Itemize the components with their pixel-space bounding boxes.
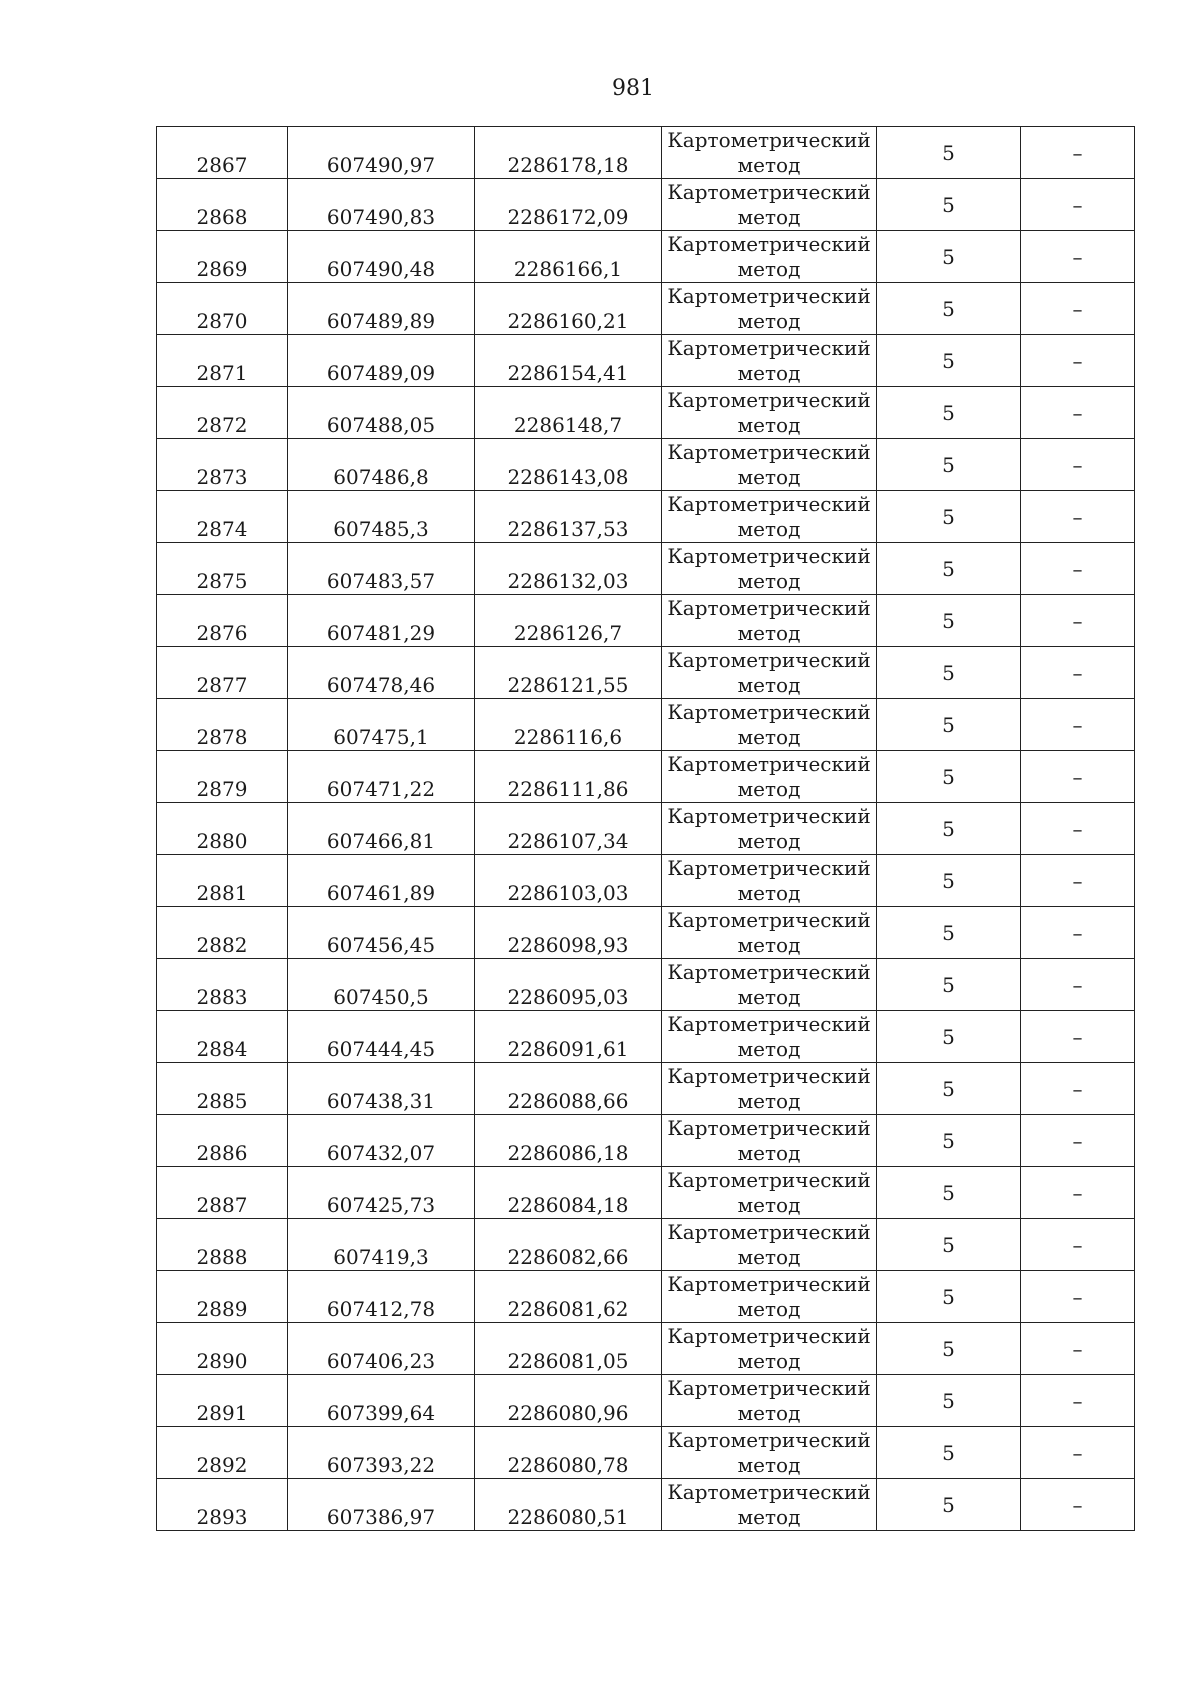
- x-coordinate-cell: 607399,64: [288, 1375, 475, 1427]
- method-line-2: метод: [737, 568, 801, 593]
- accuracy-cell: 5: [877, 699, 1021, 751]
- accuracy-cell: 5: [877, 855, 1021, 907]
- method-line-2: метод: [737, 1140, 801, 1165]
- method-line-2: метод: [737, 828, 801, 853]
- x-coordinate-cell: 607486,8: [288, 439, 475, 491]
- method-line-2: метод: [737, 1452, 801, 1477]
- method-cell: [662, 1479, 877, 1531]
- method-cell: [662, 1011, 877, 1063]
- table-row: [157, 959, 1135, 1011]
- y-coordinate-cell: 2286148,7: [475, 387, 662, 439]
- method-line-2: метод: [737, 1400, 801, 1425]
- x-coordinate-cell: 607406,23: [288, 1323, 475, 1375]
- method-line-2: метод: [737, 1296, 801, 1321]
- x-coordinate-cell: 607489,09: [288, 335, 475, 387]
- table-row: [157, 543, 1135, 595]
- method-line-2: метод: [737, 620, 801, 645]
- method-line-2: метод: [737, 672, 801, 697]
- x-coordinate-cell: 607475,1: [288, 699, 475, 751]
- note-cell: –: [1021, 491, 1135, 543]
- point-number-cell: 2873: [157, 439, 288, 491]
- y-coordinate-cell: 2286091,61: [475, 1011, 662, 1063]
- method-cell: [662, 387, 877, 439]
- page-number: 981: [612, 76, 654, 101]
- point-number-cell: 2888: [157, 1219, 288, 1271]
- method-line-1: Картометрический: [667, 387, 871, 412]
- point-number-cell: 2893: [157, 1479, 288, 1531]
- method-line-1: Картометрический: [667, 1167, 871, 1192]
- method-cell: [662, 1323, 877, 1375]
- accuracy-cell: 5: [877, 1375, 1021, 1427]
- method-line-1: Картометрический: [667, 959, 871, 984]
- table-row: [157, 335, 1135, 387]
- method-line-1: Картометрический: [667, 179, 871, 204]
- method-cell: [662, 595, 877, 647]
- accuracy-cell: 5: [877, 543, 1021, 595]
- note-cell: –: [1021, 1375, 1135, 1427]
- note-cell: –: [1021, 751, 1135, 803]
- x-coordinate-cell: 607461,89: [288, 855, 475, 907]
- note-cell: –: [1021, 1011, 1135, 1063]
- note-cell: –: [1021, 855, 1135, 907]
- note-cell: –: [1021, 1427, 1135, 1479]
- accuracy-cell: 5: [877, 959, 1021, 1011]
- x-coordinate-cell: 607490,48: [288, 231, 475, 283]
- y-coordinate-cell: 2286080,51: [475, 1479, 662, 1531]
- accuracy-cell: 5: [877, 335, 1021, 387]
- method-line-1: Картометрический: [667, 647, 871, 672]
- method-line-2: метод: [737, 516, 801, 541]
- method-line-2: метод: [737, 1036, 801, 1061]
- method-line-2: метод: [737, 724, 801, 749]
- method-line-1: Картометрический: [667, 855, 871, 880]
- y-coordinate-cell: 2286132,03: [475, 543, 662, 595]
- accuracy-cell: 5: [877, 439, 1021, 491]
- table-row: [157, 803, 1135, 855]
- table-row: [157, 1375, 1135, 1427]
- point-number-cell: 2876: [157, 595, 288, 647]
- method-cell: [662, 179, 877, 231]
- method-line-2: метод: [737, 412, 801, 437]
- point-number-cell: 2875: [157, 543, 288, 595]
- note-cell: –: [1021, 1115, 1135, 1167]
- table-row: [157, 751, 1135, 803]
- note-cell: –: [1021, 543, 1135, 595]
- x-coordinate-cell: 607425,73: [288, 1167, 475, 1219]
- method-cell: [662, 543, 877, 595]
- method-line-1: Картометрический: [667, 751, 871, 776]
- method-line-2: метод: [737, 1088, 801, 1113]
- y-coordinate-cell: 2286143,08: [475, 439, 662, 491]
- y-coordinate-cell: 2286126,7: [475, 595, 662, 647]
- accuracy-cell: 5: [877, 1479, 1021, 1531]
- y-coordinate-cell: 2286116,6: [475, 699, 662, 751]
- table-row: [157, 1167, 1135, 1219]
- accuracy-cell: 5: [877, 1011, 1021, 1063]
- y-coordinate-cell: 2286178,18: [475, 127, 662, 179]
- method-line-2: метод: [737, 984, 801, 1009]
- x-coordinate-cell: 607419,3: [288, 1219, 475, 1271]
- point-number-cell: 2874: [157, 491, 288, 543]
- x-coordinate-cell: 607478,46: [288, 647, 475, 699]
- table-row: [157, 1271, 1135, 1323]
- method-line-1: Картометрический: [667, 127, 871, 152]
- note-cell: –: [1021, 1219, 1135, 1271]
- point-number-cell: 2869: [157, 231, 288, 283]
- point-number-cell: 2867: [157, 127, 288, 179]
- method-line-2: метод: [737, 256, 801, 281]
- method-cell: [662, 1063, 877, 1115]
- note-cell: –: [1021, 647, 1135, 699]
- method-line-2: метод: [737, 308, 801, 333]
- x-coordinate-cell: 607466,81: [288, 803, 475, 855]
- table-row: [157, 1479, 1135, 1531]
- table-row: [157, 907, 1135, 959]
- accuracy-cell: 5: [877, 283, 1021, 335]
- table-row: [157, 127, 1135, 179]
- method-line-1: Картометрический: [667, 1063, 871, 1088]
- accuracy-cell: 5: [877, 803, 1021, 855]
- method-cell: [662, 855, 877, 907]
- method-cell: [662, 491, 877, 543]
- table-row: [157, 1219, 1135, 1271]
- accuracy-cell: 5: [877, 1219, 1021, 1271]
- accuracy-cell: 5: [877, 595, 1021, 647]
- table-row: [157, 1063, 1135, 1115]
- y-coordinate-cell: 2286103,03: [475, 855, 662, 907]
- point-number-cell: 2878: [157, 699, 288, 751]
- note-cell: –: [1021, 1271, 1135, 1323]
- note-cell: –: [1021, 179, 1135, 231]
- point-number-cell: 2881: [157, 855, 288, 907]
- method-line-2: метод: [737, 152, 801, 177]
- method-cell: [662, 1427, 877, 1479]
- point-number-cell: 2892: [157, 1427, 288, 1479]
- method-line-1: Картометрический: [667, 1479, 871, 1504]
- method-line-1: Картометрический: [667, 699, 871, 724]
- method-line-1: Картометрический: [667, 907, 871, 932]
- x-coordinate-cell: 607483,57: [288, 543, 475, 595]
- table-row: [157, 231, 1135, 283]
- accuracy-cell: 5: [877, 1271, 1021, 1323]
- method-line-1: Картометрический: [667, 439, 871, 464]
- coordinates-table-body: [157, 127, 1135, 1531]
- accuracy-cell: 5: [877, 1323, 1021, 1375]
- point-number-cell: 2886: [157, 1115, 288, 1167]
- y-coordinate-cell: 2286121,55: [475, 647, 662, 699]
- method-cell: [662, 439, 877, 491]
- point-number-cell: 2890: [157, 1323, 288, 1375]
- method-cell: [662, 283, 877, 335]
- accuracy-cell: 5: [877, 387, 1021, 439]
- method-cell: [662, 647, 877, 699]
- point-number-cell: 2889: [157, 1271, 288, 1323]
- method-line-1: Картометрический: [667, 1323, 871, 1348]
- note-cell: –: [1021, 699, 1135, 751]
- table-row: [157, 179, 1135, 231]
- note-cell: –: [1021, 959, 1135, 1011]
- y-coordinate-cell: 2286080,96: [475, 1375, 662, 1427]
- x-coordinate-cell: 607481,29: [288, 595, 475, 647]
- x-coordinate-cell: 607432,07: [288, 1115, 475, 1167]
- note-cell: –: [1021, 283, 1135, 335]
- point-number-cell: 2870: [157, 283, 288, 335]
- x-coordinate-cell: 607488,05: [288, 387, 475, 439]
- method-cell: [662, 127, 877, 179]
- table-row: [157, 491, 1135, 543]
- y-coordinate-cell: 2286098,93: [475, 907, 662, 959]
- note-cell: –: [1021, 127, 1135, 179]
- accuracy-cell: 5: [877, 491, 1021, 543]
- point-number-cell: 2880: [157, 803, 288, 855]
- method-line-1: Картометрический: [667, 1271, 871, 1296]
- x-coordinate-cell: 607490,83: [288, 179, 475, 231]
- note-cell: –: [1021, 439, 1135, 491]
- x-coordinate-cell: 607485,3: [288, 491, 475, 543]
- method-cell: [662, 699, 877, 751]
- table-row: [157, 1115, 1135, 1167]
- method-line-2: метод: [737, 1192, 801, 1217]
- method-line-2: метод: [737, 360, 801, 385]
- point-number-cell: 2882: [157, 907, 288, 959]
- point-number-cell: 2885: [157, 1063, 288, 1115]
- method-cell: [662, 1115, 877, 1167]
- note-cell: –: [1021, 803, 1135, 855]
- y-coordinate-cell: 2286081,05: [475, 1323, 662, 1375]
- x-coordinate-cell: 607412,78: [288, 1271, 475, 1323]
- method-line-1: Картометрический: [667, 1115, 871, 1140]
- table-row: [157, 1323, 1135, 1375]
- table-row: [157, 1011, 1135, 1063]
- accuracy-cell: 5: [877, 231, 1021, 283]
- method-cell: [662, 335, 877, 387]
- accuracy-cell: 5: [877, 907, 1021, 959]
- y-coordinate-cell: 2286082,66: [475, 1219, 662, 1271]
- accuracy-cell: 5: [877, 1167, 1021, 1219]
- method-line-2: метод: [737, 776, 801, 801]
- table-row: [157, 647, 1135, 699]
- method-cell: [662, 231, 877, 283]
- point-number-cell: 2887: [157, 1167, 288, 1219]
- method-line-2: метод: [737, 880, 801, 905]
- y-coordinate-cell: 2286111,86: [475, 751, 662, 803]
- y-coordinate-cell: 2286084,18: [475, 1167, 662, 1219]
- y-coordinate-cell: 2286080,78: [475, 1427, 662, 1479]
- note-cell: –: [1021, 231, 1135, 283]
- note-cell: –: [1021, 387, 1135, 439]
- x-coordinate-cell: 607450,5: [288, 959, 475, 1011]
- method-line-2: метод: [737, 1348, 801, 1373]
- table-row: [157, 595, 1135, 647]
- point-number-cell: 2871: [157, 335, 288, 387]
- x-coordinate-cell: 607386,97: [288, 1479, 475, 1531]
- accuracy-cell: 5: [877, 1063, 1021, 1115]
- x-coordinate-cell: 607489,89: [288, 283, 475, 335]
- table-row: [157, 283, 1135, 335]
- note-cell: –: [1021, 1063, 1135, 1115]
- point-number-cell: 2872: [157, 387, 288, 439]
- method-cell: [662, 1271, 877, 1323]
- accuracy-cell: 5: [877, 647, 1021, 699]
- x-coordinate-cell: 607444,45: [288, 1011, 475, 1063]
- table-row: [157, 387, 1135, 439]
- y-coordinate-cell: 2286166,1: [475, 231, 662, 283]
- point-number-cell: 2883: [157, 959, 288, 1011]
- method-line-2: метод: [737, 204, 801, 229]
- x-coordinate-cell: 607438,31: [288, 1063, 475, 1115]
- x-coordinate-cell: 607471,22: [288, 751, 475, 803]
- y-coordinate-cell: 2286088,66: [475, 1063, 662, 1115]
- table-row: [157, 439, 1135, 491]
- y-coordinate-cell: 2286154,41: [475, 335, 662, 387]
- accuracy-cell: 5: [877, 1115, 1021, 1167]
- point-number-cell: 2884: [157, 1011, 288, 1063]
- note-cell: –: [1021, 595, 1135, 647]
- method-line-1: Картометрический: [667, 491, 871, 516]
- method-line-1: Картометрический: [667, 543, 871, 568]
- accuracy-cell: 5: [877, 1427, 1021, 1479]
- method-line-1: Картометрический: [667, 283, 871, 308]
- method-line-1: Картометрический: [667, 595, 871, 620]
- x-coordinate-cell: 607393,22: [288, 1427, 475, 1479]
- method-line-1: Картометрический: [667, 1427, 871, 1452]
- note-cell: –: [1021, 1167, 1135, 1219]
- method-cell: [662, 1219, 877, 1271]
- accuracy-cell: 5: [877, 751, 1021, 803]
- point-number-cell: 2877: [157, 647, 288, 699]
- y-coordinate-cell: 2286095,03: [475, 959, 662, 1011]
- method-line-1: Картометрический: [667, 803, 871, 828]
- method-cell: [662, 959, 877, 1011]
- x-coordinate-cell: 607456,45: [288, 907, 475, 959]
- note-cell: –: [1021, 1323, 1135, 1375]
- y-coordinate-cell: 2286107,34: [475, 803, 662, 855]
- table-row: [157, 1427, 1135, 1479]
- y-coordinate-cell: 2286086,18: [475, 1115, 662, 1167]
- method-line-1: Картометрический: [667, 335, 871, 360]
- note-cell: –: [1021, 1479, 1135, 1531]
- method-line-1: Картометрический: [667, 1011, 871, 1036]
- method-line-1: Картометрический: [667, 1375, 871, 1400]
- y-coordinate-cell: 2286172,09: [475, 179, 662, 231]
- y-coordinate-cell: 2286160,21: [475, 283, 662, 335]
- coordinates-table: [156, 126, 1135, 1531]
- accuracy-cell: 5: [877, 127, 1021, 179]
- x-coordinate-cell: 607490,97: [288, 127, 475, 179]
- accuracy-cell: 5: [877, 179, 1021, 231]
- point-number-cell: 2868: [157, 179, 288, 231]
- y-coordinate-cell: 2286137,53: [475, 491, 662, 543]
- table-row: [157, 855, 1135, 907]
- point-number-cell: 2891: [157, 1375, 288, 1427]
- y-coordinate-cell: 2286081,62: [475, 1271, 662, 1323]
- method-line-2: метод: [737, 1244, 801, 1269]
- method-cell: [662, 1167, 877, 1219]
- method-cell: [662, 803, 877, 855]
- method-cell: [662, 907, 877, 959]
- method-line-2: метод: [737, 464, 801, 489]
- method-line-1: Картометрический: [667, 231, 871, 256]
- table-row: [157, 699, 1135, 751]
- method-cell: [662, 751, 877, 803]
- method-cell: [662, 1375, 877, 1427]
- method-line-1: Картометрический: [667, 1219, 871, 1244]
- note-cell: –: [1021, 907, 1135, 959]
- point-number-cell: 2879: [157, 751, 288, 803]
- method-line-2: метод: [737, 1504, 801, 1529]
- method-line-2: метод: [737, 932, 801, 957]
- note-cell: –: [1021, 335, 1135, 387]
